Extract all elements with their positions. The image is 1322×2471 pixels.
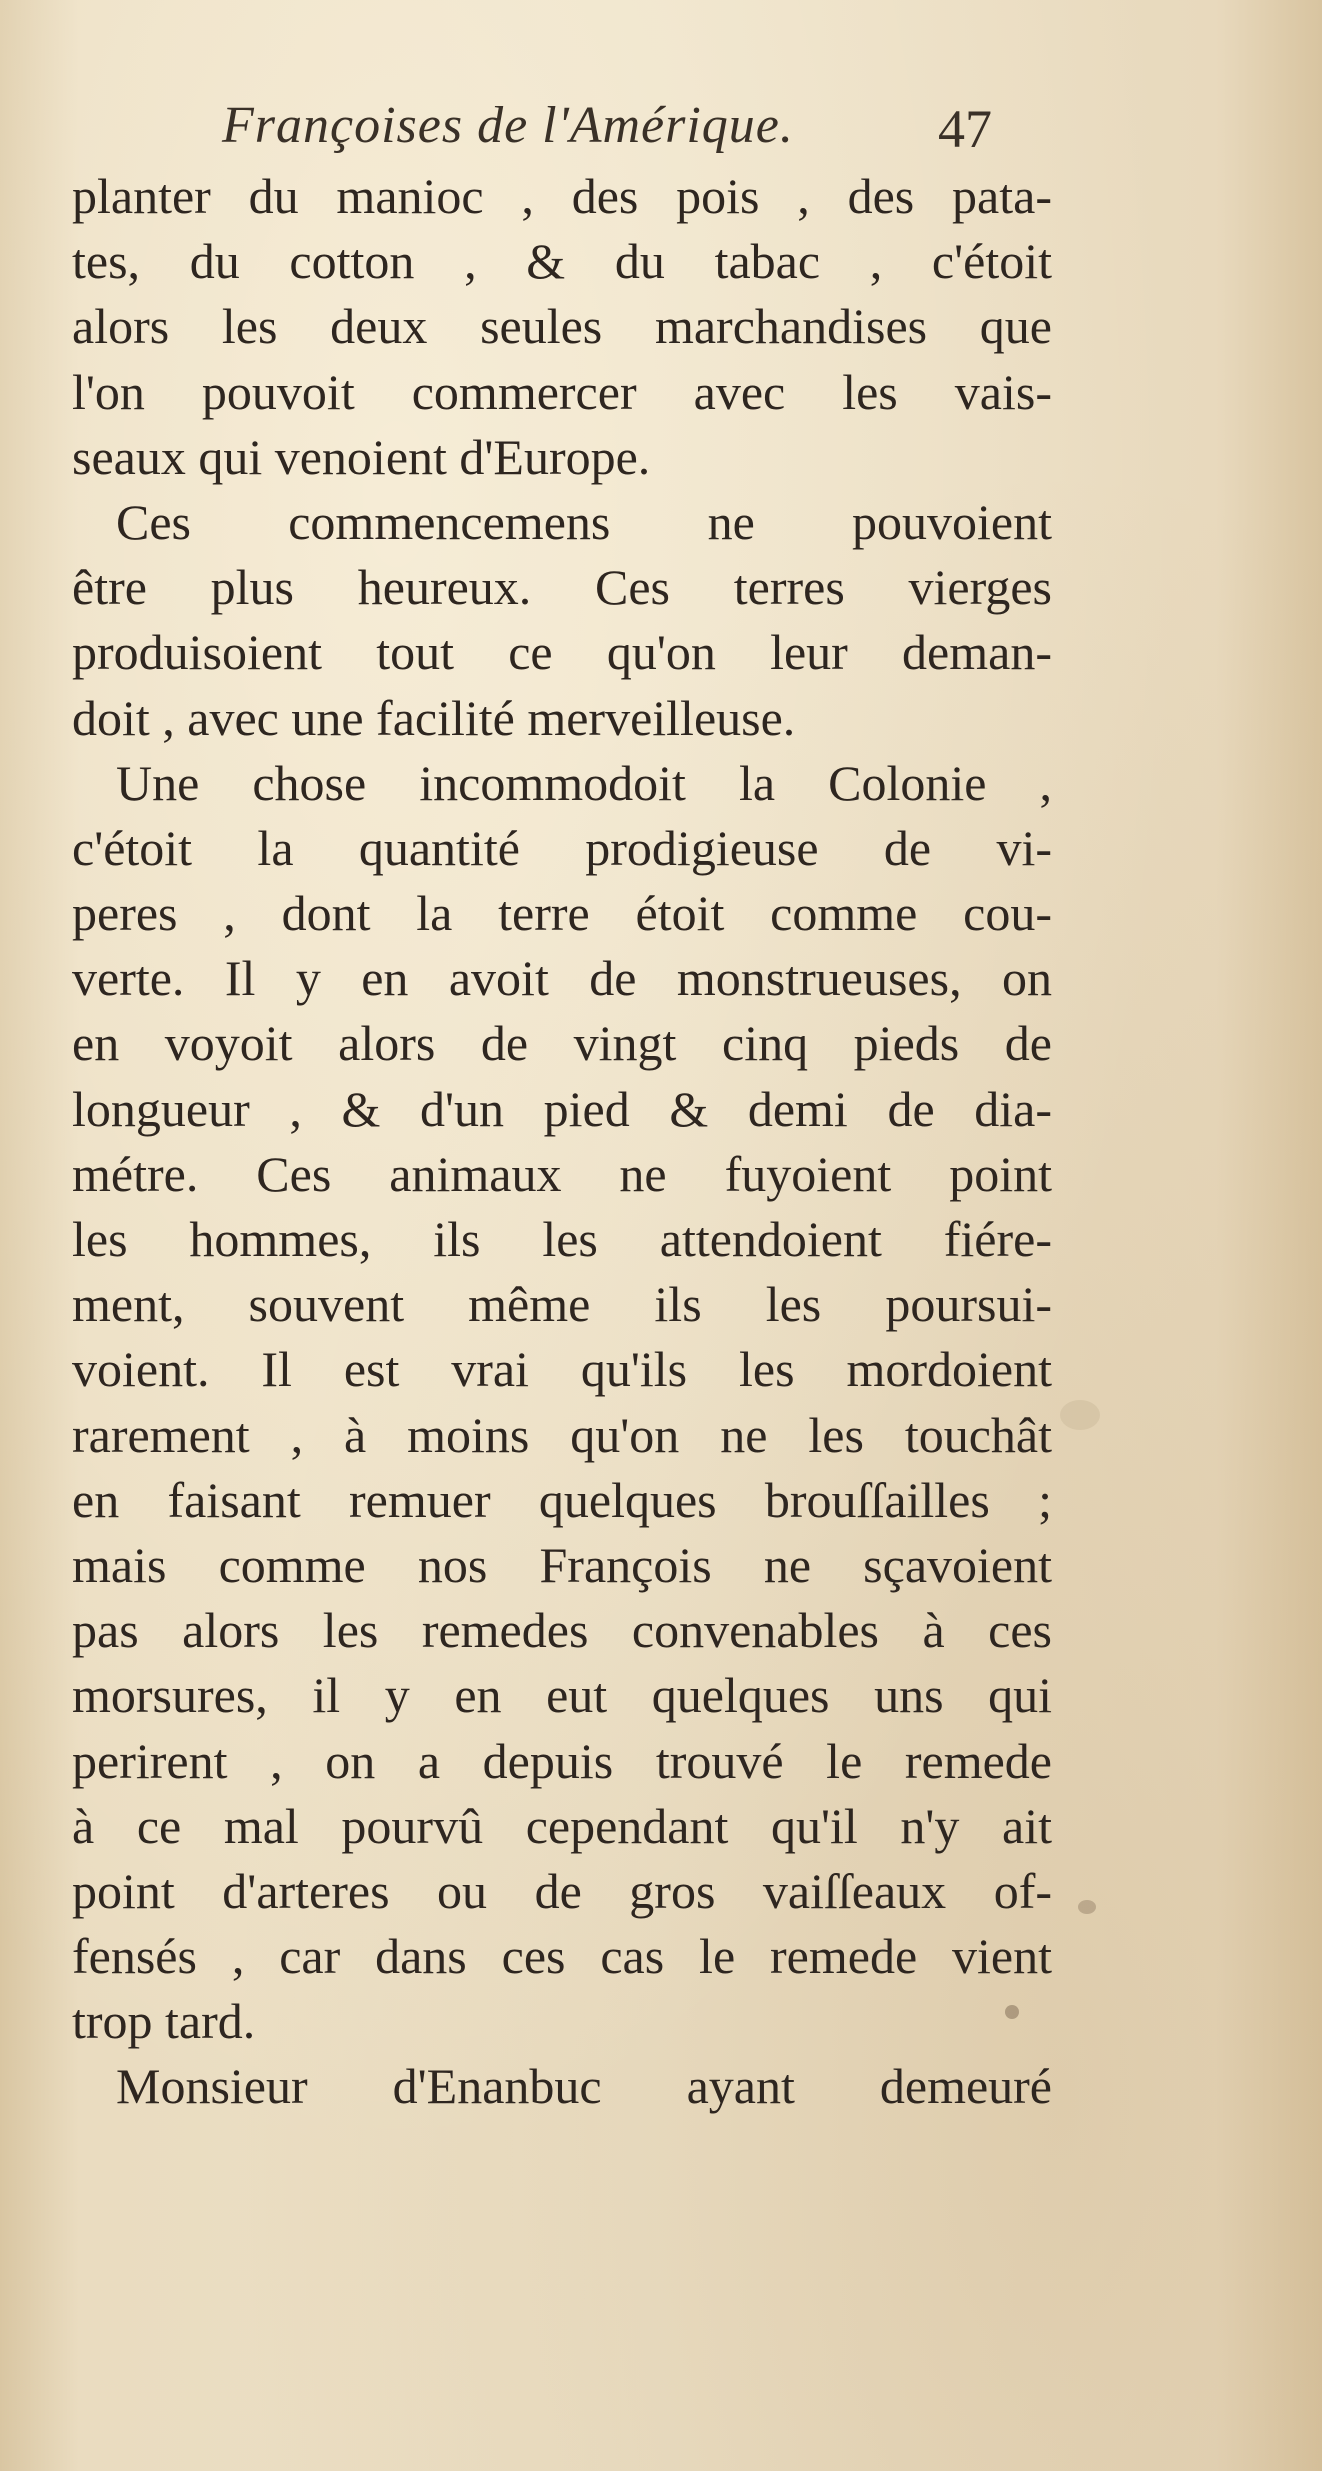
text-line: morsures, il y en eut quelques uns qui bbox=[72, 1667, 1052, 1724]
body-text bbox=[72, 164, 1052, 2120]
text-line: les hommes, ils les attendoient fiére- bbox=[72, 1211, 1052, 1267]
text-line: Monsieur d'Enanbuc ayant demeuré bbox=[116, 2058, 1052, 2115]
text-line: verte. Il y en avoit de monstrueuses, on bbox=[72, 950, 1052, 1007]
paper-stain bbox=[1060, 1400, 1100, 1430]
text-line: mais comme nos François ne sçavoient bbox=[72, 1536, 1052, 1593]
text-line: être plus heureux. Ces terres vierges bbox=[72, 559, 1052, 616]
text-line: à ce mal pourvû cependant qu'il n'y ait bbox=[72, 1797, 1052, 1854]
text-line: seaux qui venoient d'Europe. bbox=[72, 428, 651, 485]
text-line: voient. Il est vrai qu'ils les mordoient bbox=[72, 1341, 1052, 1398]
page-number: 47 bbox=[938, 99, 992, 159]
text-line: produisoient tout ce qu'on leur deman- bbox=[72, 624, 1052, 681]
text-line: métre. Ces animaux ne fuyoient point bbox=[72, 1145, 1052, 1202]
text-line: ment, souvent même ils les poursui- bbox=[72, 1276, 1052, 1333]
running-title: Françoises de l'Amérique. bbox=[222, 97, 794, 154]
text-line: Ces commencemens ne pouvoient bbox=[116, 493, 1052, 550]
text-line: Une chose incommodoit la Colonie , bbox=[116, 754, 1052, 811]
text-line: trop tard. bbox=[72, 1993, 256, 2050]
text-line: en faisant remuer quelques brouſſailles ; bbox=[72, 1471, 1052, 1528]
text-line: c'étoit la quantité prodigieuse de vi- bbox=[72, 819, 1052, 876]
text-line: en voyoit alors de vingt cinq pieds de bbox=[72, 1015, 1052, 1072]
text-line: tes, du cotton , & du tabac , c'étoit bbox=[72, 233, 1052, 290]
paper-spot bbox=[1078, 1900, 1096, 1914]
text-line: alors les deux seules marchandises que bbox=[72, 298, 1052, 355]
text-line: pas alors les remedes convenables à ces bbox=[72, 1602, 1052, 1659]
text-line: perirent , on a depuis trouvé le remede bbox=[72, 1732, 1052, 1789]
text-line: rarement , à moins qu'on ne les touchât bbox=[72, 1406, 1052, 1463]
text-line: doit , avec une facilité merveilleuse. bbox=[72, 689, 796, 746]
text-line: peres , dont la terre étoit comme cou- bbox=[72, 885, 1052, 942]
text-line: fensés , car dans ces cas le remede vient bbox=[72, 1928, 1052, 1985]
text-line: point d'arteres ou de gros vaiſſeaux of- bbox=[72, 1862, 1052, 1919]
text-line: l'on pouvoit commercer avec les vais- bbox=[72, 363, 1052, 420]
text-line: longueur , & d'un pied & demi de dia- bbox=[72, 1080, 1052, 1137]
text-line: planter du manioc , des pois , des pata- bbox=[72, 168, 1052, 224]
